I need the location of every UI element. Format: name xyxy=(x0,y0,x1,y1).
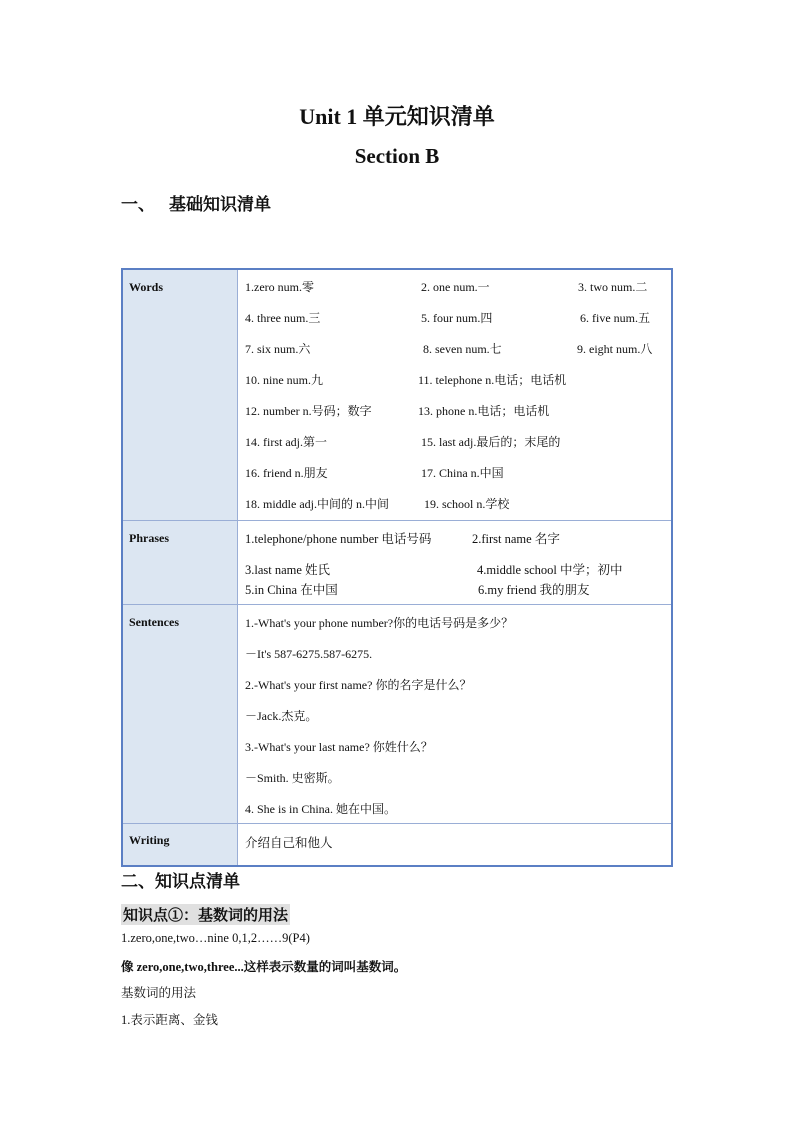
word-item: 13. phone n.电话；电话机 xyxy=(418,404,550,418)
words-cell xyxy=(238,269,673,521)
table-row-sentences xyxy=(122,605,672,824)
word-item: 12. number n.号码；数字 xyxy=(245,404,372,418)
phrase-item: 6.my friend 我的朋友 xyxy=(478,583,590,597)
word-item: 5. four num.四 xyxy=(421,311,493,325)
text-line: 1.zero,one,two…nine 0,1,2……9(P4) xyxy=(121,931,310,945)
knowledge-table xyxy=(121,268,673,867)
phrase-item: 3.last name 姓氏 xyxy=(245,563,331,577)
words-line xyxy=(245,487,671,518)
word-item: 10. nine num.九 xyxy=(245,373,323,387)
table-row-words xyxy=(122,269,672,521)
word-item: 8. seven num.七 xyxy=(423,342,502,356)
page-subtitle: Section B xyxy=(354,144,440,168)
table-row-phrases xyxy=(122,521,672,605)
sentence-line: 4. She is in China. 她在中国。 xyxy=(245,802,397,816)
word-item: 2. one num.一 xyxy=(421,280,490,294)
text-line: 1.表示距离、金钱 xyxy=(121,1013,218,1027)
sentences-label: Sentences xyxy=(122,605,238,824)
words-label: Words xyxy=(122,269,238,521)
sentences-cell xyxy=(238,605,673,824)
phrases-line xyxy=(245,576,671,601)
table-row-writing xyxy=(122,824,672,867)
writing-cell: 介绍自己和他人 xyxy=(238,824,673,867)
sentence-line: 2.-What's your first name? 你的名字是什么？ xyxy=(245,678,472,692)
sentence-line: 1.-What's your phone number?你的电话号码是多少？ xyxy=(245,616,514,630)
word-item: 9. eight num.八 xyxy=(577,342,653,356)
phrases-cell xyxy=(238,521,673,605)
word-item: 17. China n.中国 xyxy=(421,466,504,480)
word-item: 3. two num.二 xyxy=(578,280,648,294)
words-line xyxy=(245,363,671,394)
word-item: 7. six num.六 xyxy=(245,342,311,356)
text-line: 基数词的用法 xyxy=(121,986,197,1000)
sentence-line: －It's 587-6275.587-6275. xyxy=(245,647,373,661)
section-label: 基础知识清单 xyxy=(169,195,271,214)
word-item: 1.zero num.零 xyxy=(245,280,314,294)
phrase-item: 5.in China 在中国 xyxy=(245,583,338,597)
phrases-label: Phrases xyxy=(122,521,238,605)
phrase-item: 2.first name 名字 xyxy=(472,532,560,546)
writing-label: Writing xyxy=(122,824,238,867)
sentence-line: 3.-What's your last name? 你姓什么？ xyxy=(245,740,433,754)
words-line xyxy=(245,394,671,425)
words-line xyxy=(245,425,671,456)
word-item: 18. middle adj.中间的 n.中间 xyxy=(245,497,389,511)
phrases-line xyxy=(245,546,671,576)
section-heading-1 xyxy=(121,190,271,215)
section-heading-2: 二、知识点清单 xyxy=(121,872,240,891)
sentence-line: －Smith. 史密斯。 xyxy=(245,771,340,785)
word-item: 19. school n.学校 xyxy=(424,497,510,511)
words-line xyxy=(245,456,671,487)
word-item: 14. first adj.第一 xyxy=(245,435,327,449)
words-line xyxy=(245,270,671,301)
word-item: 4. three num.三 xyxy=(245,311,321,325)
phrases-line xyxy=(245,521,671,546)
knowledge-point-heading: 知识点①：基数词的用法 xyxy=(121,904,290,925)
section-number: 一、 xyxy=(121,195,155,214)
phrase-item: 4.middle school 中学；初中 xyxy=(477,563,623,577)
words-line xyxy=(245,301,671,332)
word-item: 11. telephone n.电话；电话机 xyxy=(418,373,567,387)
sentence-line: －Jack.杰克。 xyxy=(245,709,318,723)
word-item: 15. last adj.最后的；末尾的 xyxy=(421,435,561,449)
words-line xyxy=(245,332,671,363)
page-title: Unit 1 单元知识清单 xyxy=(299,104,495,129)
word-item: 6. five num.五 xyxy=(580,311,650,325)
word-item: 16. friend n.朋友 xyxy=(245,466,328,480)
phrase-item: 1.telephone/phone number 电话号码 xyxy=(245,532,432,546)
text-line: 像 zero,one,two,three...这样表示数量的词叫基数词。 xyxy=(121,960,407,974)
